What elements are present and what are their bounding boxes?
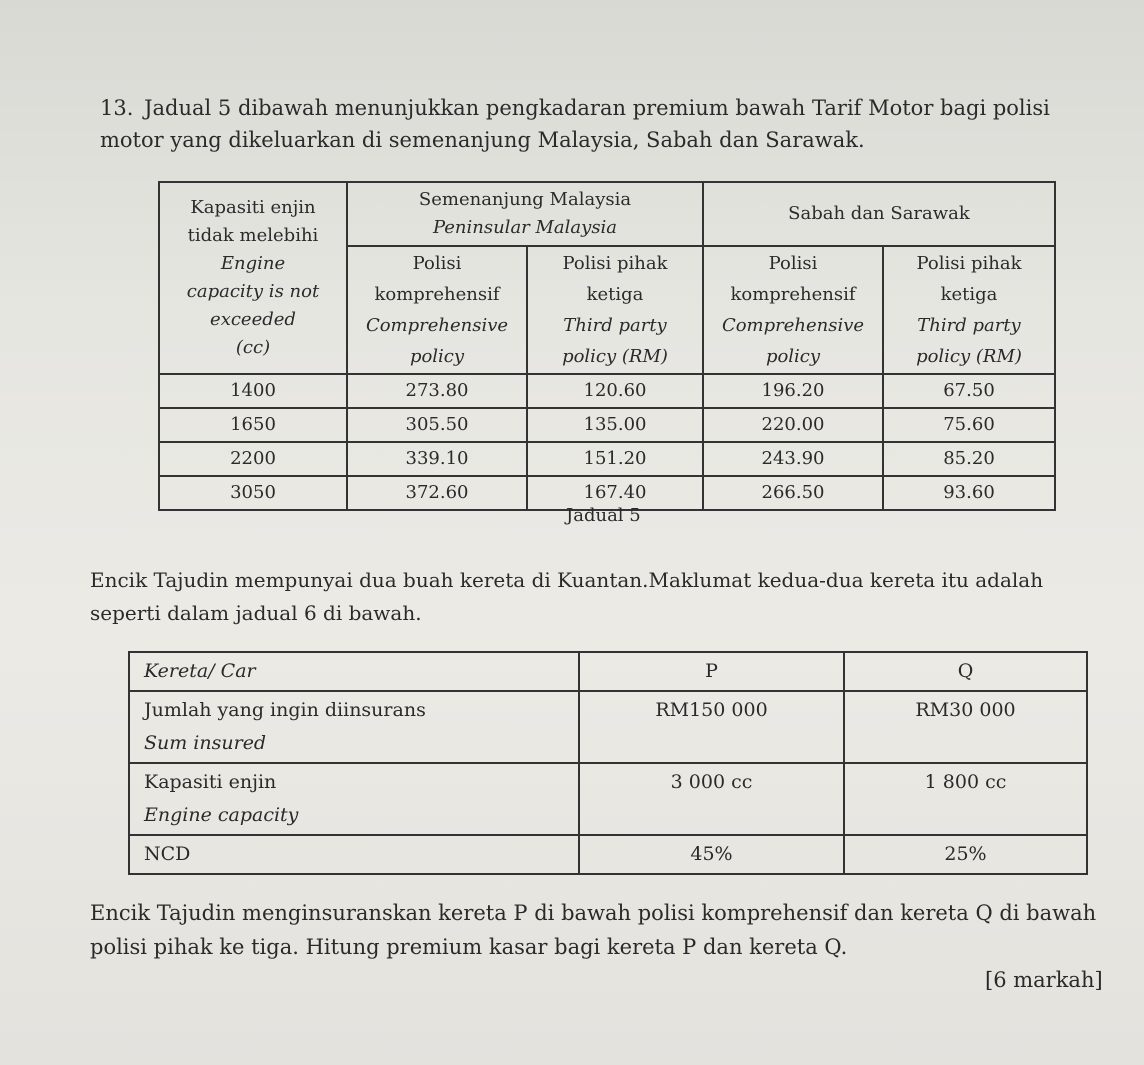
engine-capacity-header: Kapasiti enjin tidak melebihi Engine capacity is not exceeded (cc) [159,182,347,374]
table-row: 3050 372.60 167.40 266.50 93.60 [159,476,1055,510]
table-row: 1400 273.80 120.60 196.20 67.50 [159,374,1055,408]
table5-caption: Jadual 5 [566,505,641,526]
table-row: 2200 339.10 151.20 243.90 85.20 [159,442,1055,476]
sabah-third-party-header: Polisi pihak ketiga Third party policy (RM) [883,246,1055,374]
task-paragraph: Encik Tajudin menginsuranskan kereta P di bawah polisi komprehensif dan kereta Q di bawah polisi pihak ke tiga. Hitung premium kasar bagi kereta P dan kereta Q. [90,901,1097,959]
peninsular-comprehensive-header: Polisi komprehensif Comprehensive policy [347,246,527,374]
peninsular-header: Semenanjung Malaysia Peninsular Malaysia [347,182,703,246]
sabah-sarawak-header: Sabah dan Sarawak [703,182,1055,246]
premium-rate-table [158,181,1056,511]
car-header: Kereta/ Car [129,652,579,691]
table-row: NCD 45% 25% [129,835,1087,874]
question-intro [100,92,1100,156]
table-row: 1650 305.50 135.00 220.00 75.60 [159,408,1055,442]
question-number: 13. [100,96,134,120]
question-intro-text: Jadual 5 dibawah menunjukkan pengkadaran premium bawah Tarif Motor bagi polisi motor yang dikeluarkan di semenanjung Malaysia, Sabah dan Sarawak. [100,96,1050,152]
table-header-row [129,652,1087,691]
car-p-header: P [579,652,844,691]
sabah-comprehensive-header: Polisi komprehensif Comprehensive policy [703,246,883,374]
car-q-header: Q [844,652,1087,691]
table-row: Jumlah yang ingin diinsurans Sum insured RM150 000 RM30 000 [129,691,1087,763]
peninsular-third-party-header: Polisi pihak ketiga Third party policy (RM) [527,246,703,374]
car-details-table [128,651,1088,875]
car-info-paragraph: Encik Tajudin mempunyai dua buah kereta di Kuantan.Maklumat kedua-dua kereta itu adalah seperti dalam jadual 6 di bawah. [90,568,1044,625]
table-row: Kapasiti enjin Engine capacity 3 000 cc 1 800 cc [129,763,1087,835]
marks-label: [6 markah] [985,968,1103,992]
